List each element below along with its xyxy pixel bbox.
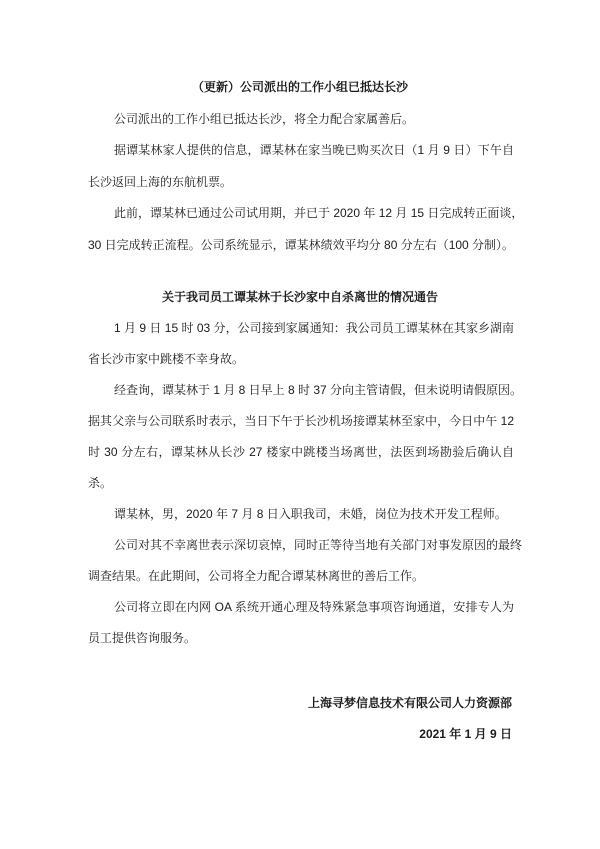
update-paragraph — [88, 198, 524, 261]
paragraph-line: 时 30 分左右，谭某林从长沙 27 楼家中跳楼当场离世，法医到场勘验后确认自 — [88, 444, 514, 459]
notice-body — [88, 313, 523, 654]
paragraph-line: 员工提供咨询服务。 — [88, 630, 197, 645]
notice-paragraph — [88, 592, 514, 654]
paragraph-line: 公司对其不幸离世表示深切哀悼，同时正等待当地有关部门对事发原因的最终 — [114, 537, 523, 552]
paragraph-line: 经查询，谭某林于 1 月 8 日早上 8 时 37 分向主管请假，但未说明请假原因。 — [114, 382, 523, 397]
issue-date: 2021 年 1 月 9 日 — [419, 726, 512, 741]
signature-block — [308, 688, 512, 750]
paragraph-line: 调查结果。在此期间，公司将全力配合谭某林离世的善后工作。 — [88, 568, 425, 583]
paragraph-line: 据谭某林家人提供的信息，谭某林在家当晚已购买次日（1 月 9 日）下午自 — [114, 143, 514, 158]
paragraph-line: 省长沙市家中跳楼不幸身故。 — [88, 351, 245, 366]
update-paragraph — [88, 135, 514, 198]
notice-paragraph — [88, 375, 523, 499]
paragraph-line: 1 月 9 日 15 时 03 分，公司接到家属通知：我公司员工谭某林在其家乡湖南 — [114, 320, 514, 335]
paragraph-line: 谭某林，男，2020 年 7 月 8 日入职我司，未婚，岗位为技术开发工程师。 — [114, 506, 507, 521]
notice-paragraph — [88, 530, 523, 592]
paragraph-line: 公司将立即在内网 OA 系统开通心理及特殊紧急事项咨询通道，安排专人为 — [114, 599, 514, 614]
update-title: （更新）公司派出的工作小组已抵达长沙 — [191, 80, 408, 94]
paragraph-line: 长沙返回上海的东航机票。 — [88, 174, 233, 189]
notice-title: 关于我司员工谭某林于长沙家中自杀离世的情况通告 — [161, 289, 438, 304]
notice-paragraph — [88, 499, 514, 530]
notice-section — [0, 282, 600, 654]
notice-paragraph — [88, 313, 514, 375]
update-body — [88, 104, 524, 262]
paragraph-line: 杀。 — [88, 475, 113, 490]
paragraph-line: 30 日完成转正流程。公司系统显示，谭某林绩效平均分 80 分左右（100 分制）。 — [88, 237, 515, 252]
update-paragraph — [88, 104, 514, 136]
paragraph-line: 据其父亲与公司联系时表示，当日下午于长沙机场接谭某林至家中，今日中午 12 — [88, 413, 514, 428]
issuer-name: 上海寻梦信息技术有限公司人力资源部 — [307, 695, 512, 710]
update-section — [0, 72, 600, 262]
paragraph-line: 公司派出的工作小组已抵达长沙，将全力配合家属善后。 — [114, 111, 415, 126]
paragraph-line: 此前，谭某林已通过公司试用期，并已于 2020 年 12 月 15 日完成转正面谈， — [114, 206, 524, 221]
